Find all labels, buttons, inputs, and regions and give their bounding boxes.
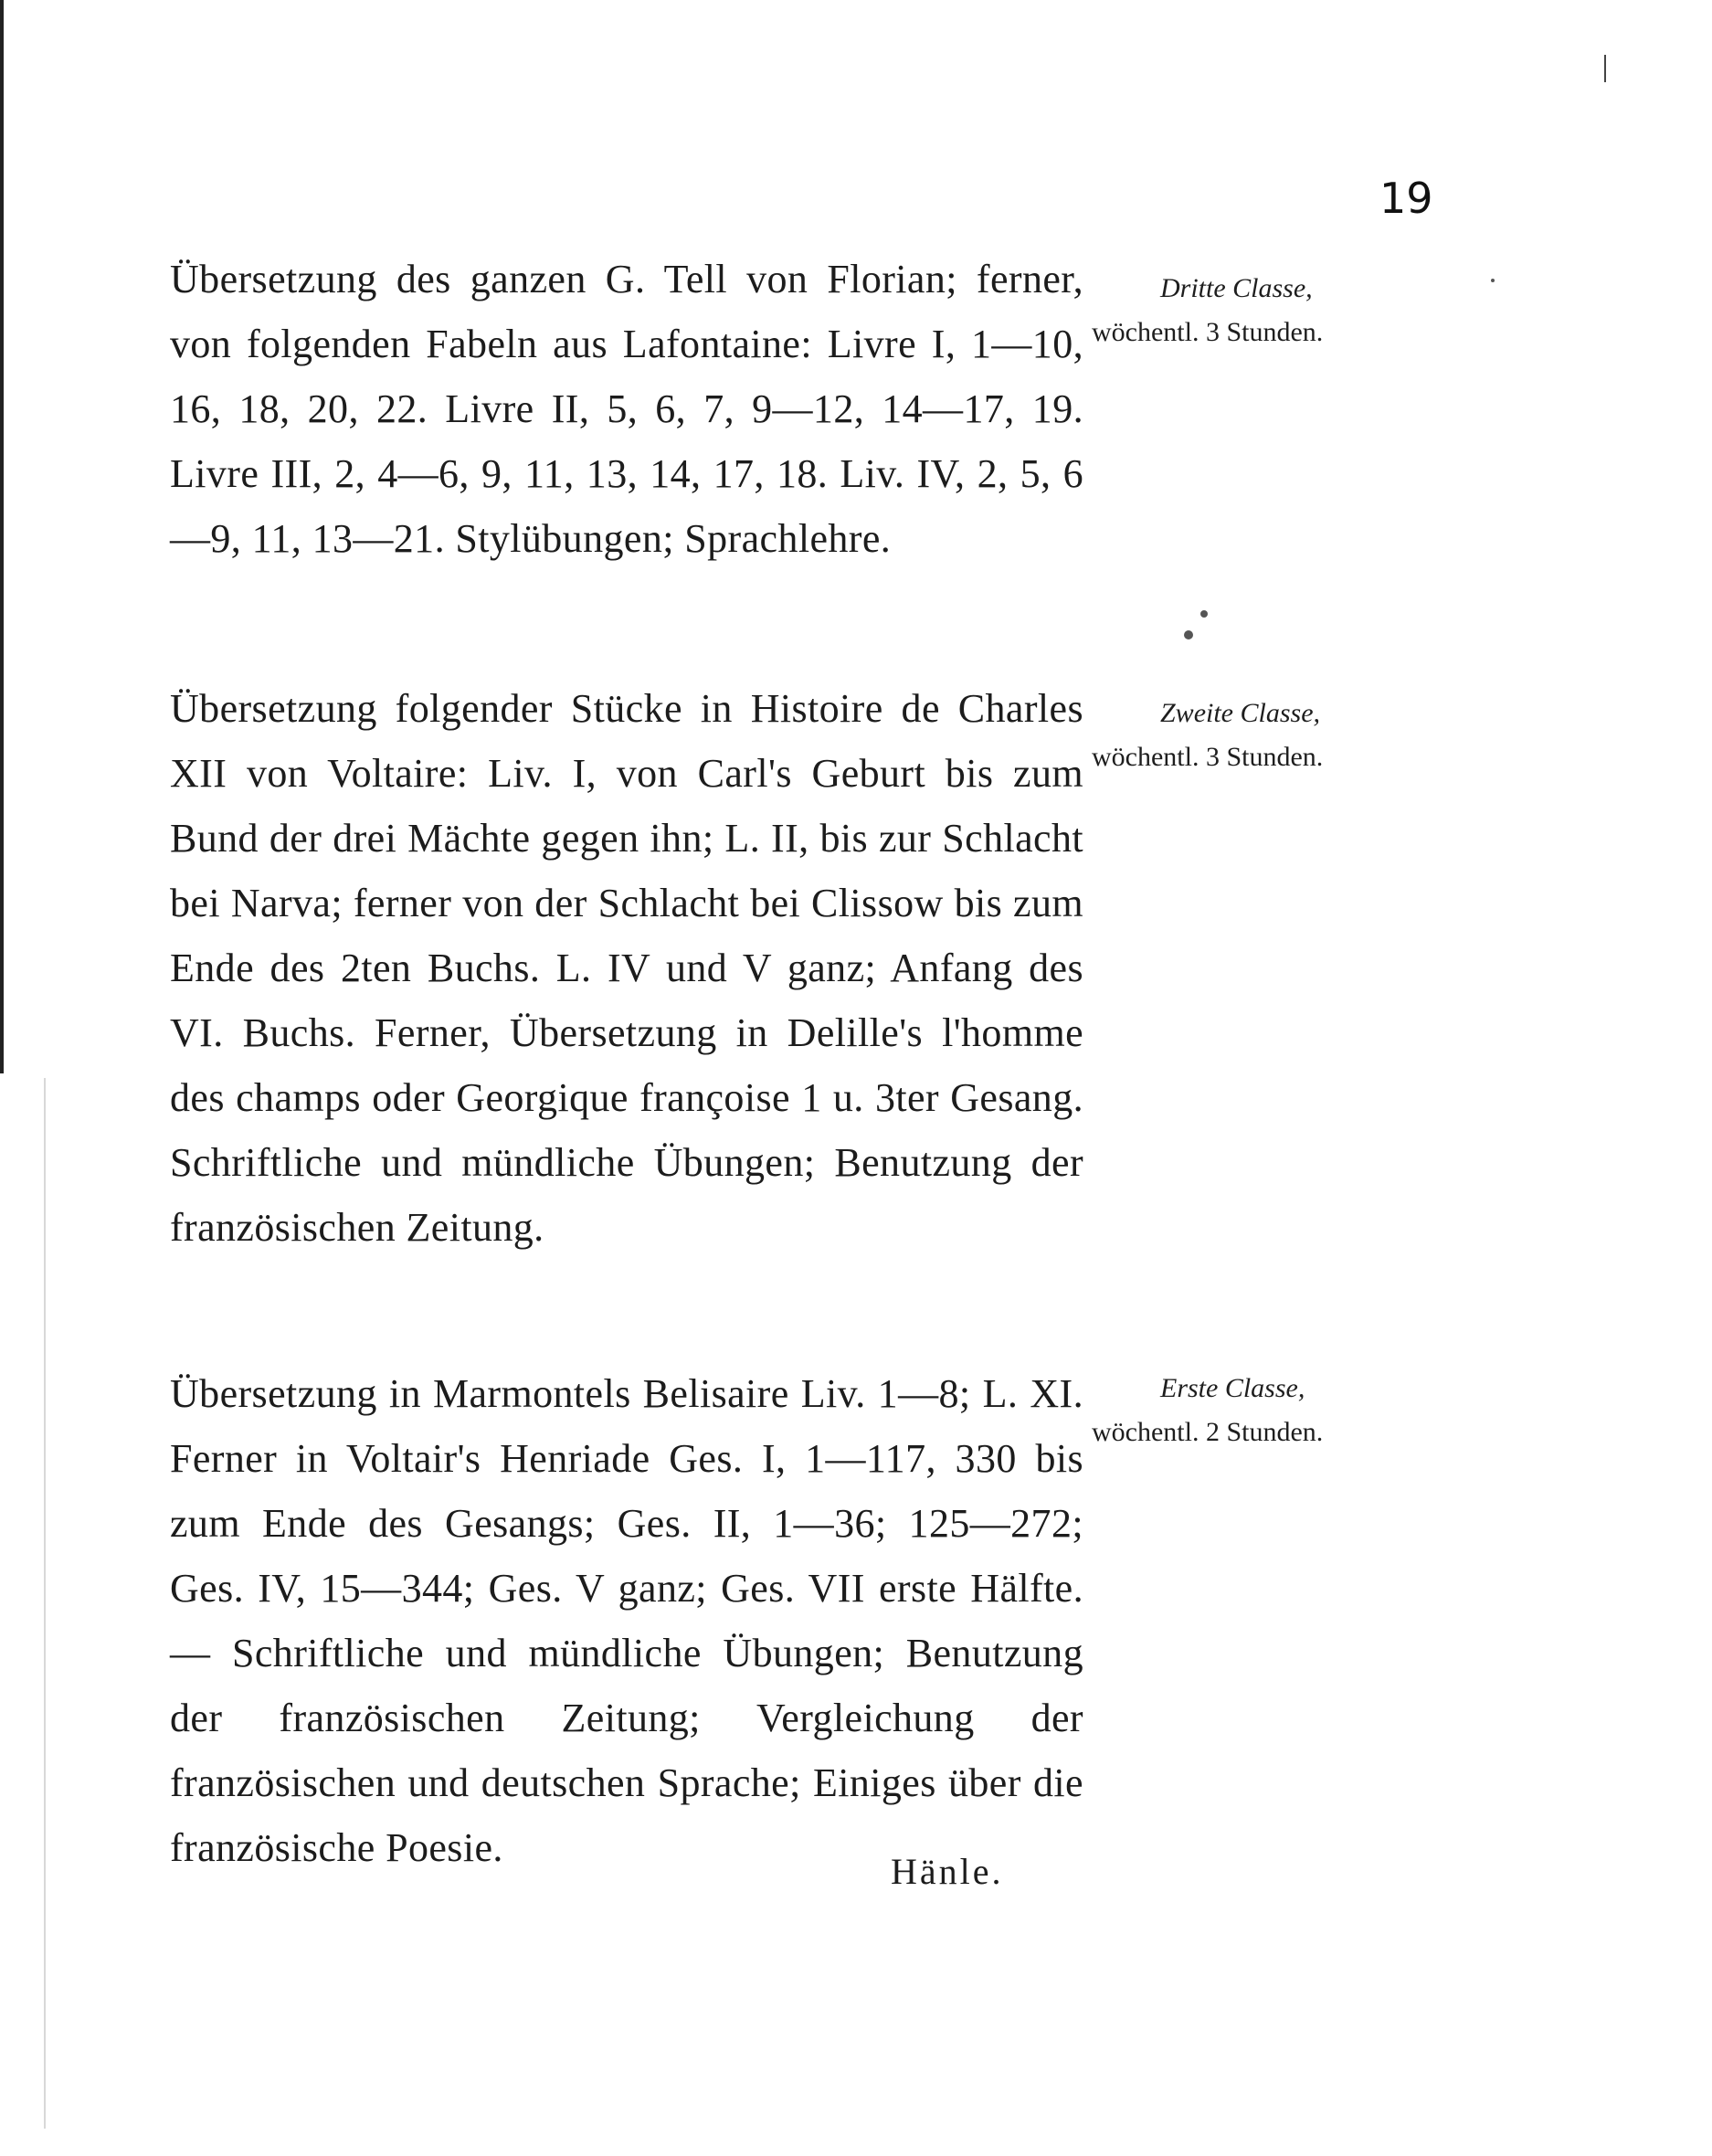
ink-speck (1491, 279, 1495, 282)
margin-note-erste-classe (1092, 1367, 1457, 1454)
class-name: Zweite Classe, (1160, 698, 1321, 728)
section-text: Übersetzung folgender Stücke in Histoire de Charles XII von Voltaire: Liv. I, von Carl's Geburt bis zum Bund der drei Mächte gegen ihn; L. II, bis zur Schlacht bei Narva; ferner von der Schlacht bei Clissow bis zum Ende des 2ten Buchs. L. IV und V ganz; Anfang des VI. Buchs. Ferner, Übersetzung in Delille's l'homme des champs oder Georgique françoise 1 u. 3ter Gesang. Schriftliche und mündliche Übungen; Benutzung der französischen Zeitung. (170, 686, 1083, 1250)
weekly-hours: wöchentl. 3 Stunden. (1092, 742, 1324, 772)
section-dritte-classe (170, 247, 1083, 571)
ink-speck (1200, 610, 1208, 618)
section-text: Übersetzung in Marmontels Belisaire Liv. 1—8; L. XI. Ferner in Voltair's Henriade Ges. I, 1—117, 330 bis zum Ende des Gesangs; Ges. II, 1—36; 125—272; Ges. IV, 15—344; Ges. V ganz; Ges. VII erste Hälfte. — Schriftliche und mündliche Übungen; Benutzung der französischen Zeitung; Vergleichung der französischen und deutschen Sprache; Einiges über die französische Poesie. (170, 1371, 1083, 1870)
weekly-hours: wöchentl. 3 Stunden. (1092, 317, 1324, 347)
author-signature: Hänle. (891, 1851, 1004, 1892)
section-zweite-classe (170, 676, 1083, 1260)
class-name: Dritte Classe, (1160, 273, 1313, 303)
scan-edge-mark (1604, 55, 1606, 82)
scan-edge-bottom-left (44, 1078, 46, 2129)
section-text: Übersetzung des ganzen G. Tell von Florian; ferner, von folgenden Fabeln aus Lafontaine: Livre I, 1—10, 16, 18, 20, 22. Livre II, 5, 6, 7, 9—12, 14—17, 19. Livre III, 2, 4—6, 9, 11, 13, 14, 17, 18. Liv. IV, 2, 5, 6—9, 11, 13—21. Stylübungen; Sprachlehre. (170, 257, 1083, 561)
page-number: 19 (1379, 174, 1433, 223)
class-name: Erste Classe, (1160, 1373, 1305, 1403)
section-erste-classe (170, 1361, 1083, 1880)
margin-note-dritte-classe (1092, 267, 1457, 354)
ink-speck (1184, 630, 1193, 639)
weekly-hours: wöchentl. 2 Stunden. (1092, 1417, 1324, 1447)
margin-note-zweite-classe (1092, 692, 1457, 779)
scan-edge-left (0, 0, 4, 1073)
